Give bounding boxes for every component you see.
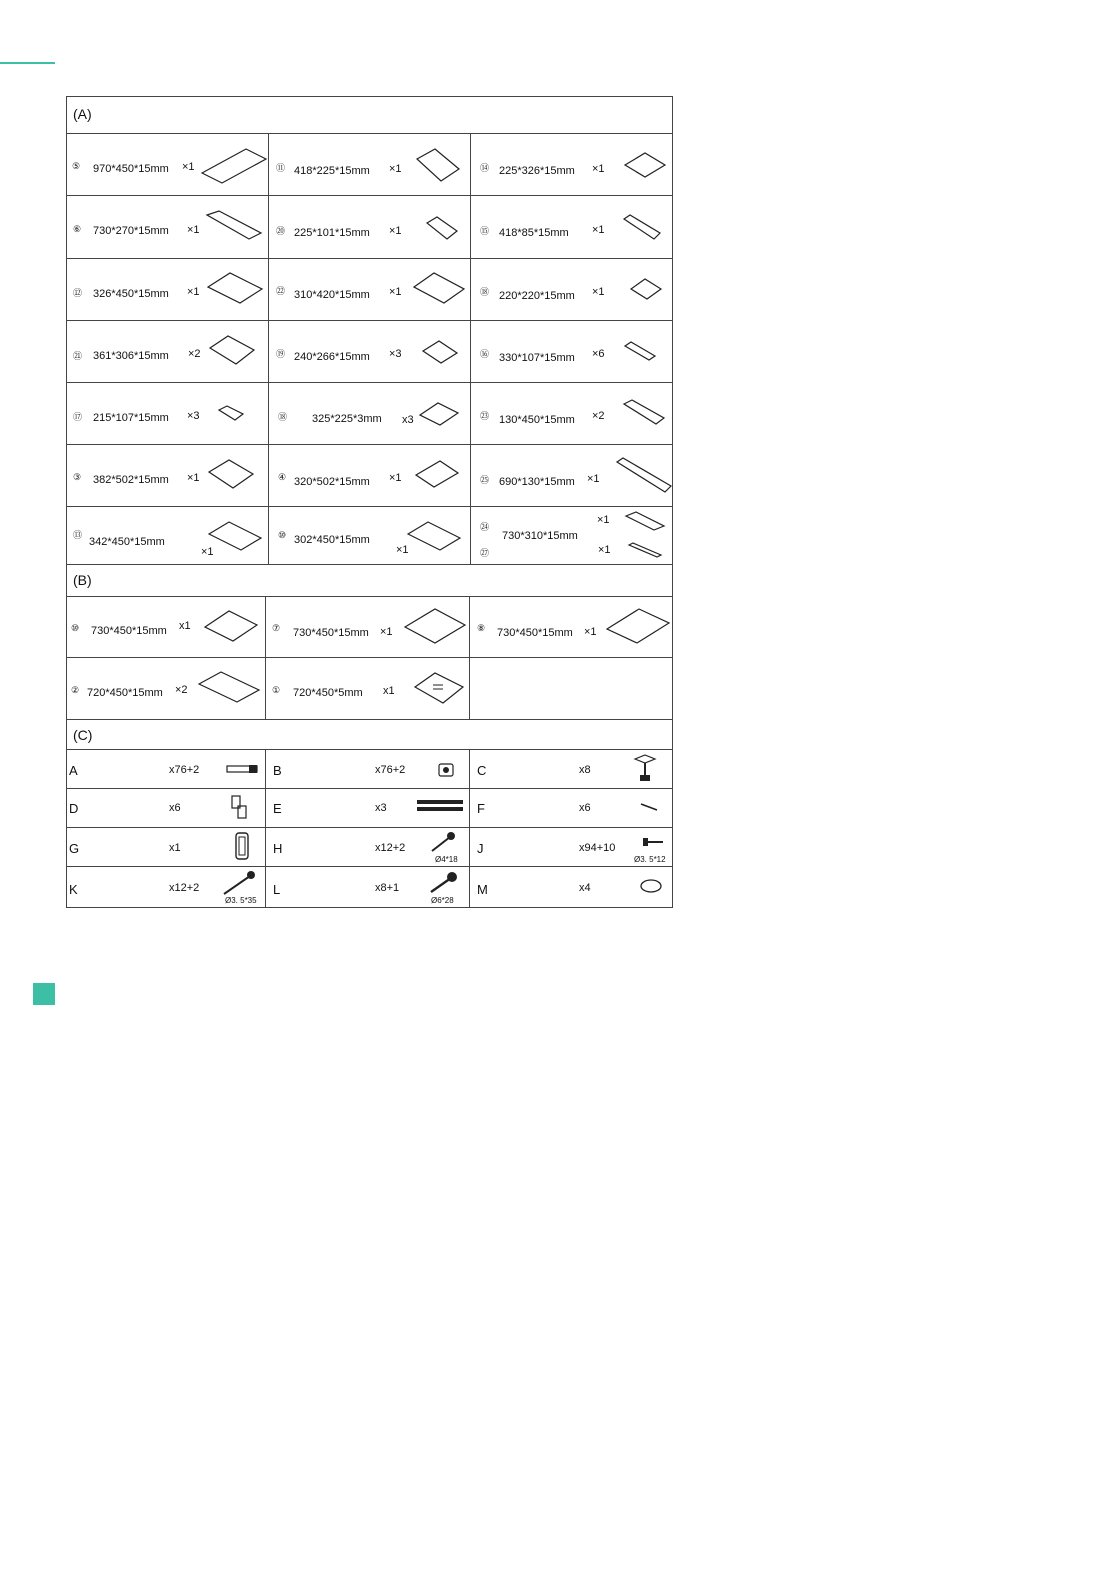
hardware-cell: A x76+2	[67, 749, 265, 788]
panel-cell: ⑲ 240*266*15mm ×3	[268, 320, 470, 382]
panel-cell: ⑭ 225*326*15mm ×1	[470, 133, 674, 195]
section-c-label: (C)	[73, 727, 93, 743]
bolt-icon	[429, 870, 459, 894]
panel-cell: ⑩ 302*450*15mm ×1	[268, 506, 470, 564]
panel-cell: ⑥ 730*270*15mm ×1	[67, 195, 268, 258]
panel-drawing-icon	[217, 404, 247, 424]
panel-drawing-icon	[622, 398, 668, 428]
panel-drawing-icon	[206, 271, 266, 307]
panel-cell: ⑰ 215*107*15mm ×3	[67, 382, 268, 444]
panel-drawing-icon	[421, 339, 461, 367]
panel-drawing-icon	[414, 459, 462, 491]
panel-drawing-icon	[415, 147, 463, 185]
panel-drawing-icon	[413, 671, 467, 707]
panel-cell: ⑮ 418*85*15mm ×1	[470, 195, 674, 258]
hardware-cell: G x1	[67, 827, 265, 866]
hardware-cell: L x8+1 Ø6*28	[265, 866, 469, 907]
small-screw-icon	[641, 837, 665, 847]
panel-drawing-icon	[627, 541, 665, 561]
hardware-cell: M x4	[469, 866, 674, 907]
panel-cell: ⑫ 326*450*15mm ×1	[67, 258, 268, 320]
panel-cell: ⑯ 330*107*15mm ×6	[470, 320, 674, 382]
parts-list-sheet	[66, 96, 673, 908]
panel-drawing-icon	[622, 213, 664, 243]
cam-lock-icon	[438, 763, 454, 777]
panel-cell: ⑳ 225*101*15mm ×1	[268, 195, 470, 258]
hardware-cell: D x6	[67, 788, 265, 827]
panel-drawing-icon	[403, 607, 469, 647]
panel-drawing-icon	[425, 215, 461, 243]
hardware-cell: H x12+2 Ø4*18	[265, 827, 469, 866]
panel-cell: ⑱ 220*220*15mm ×1	[470, 258, 674, 320]
panel-drawing-icon	[208, 334, 258, 368]
panel-cell: ㉑ 361*306*15mm ×2	[67, 320, 268, 382]
drawer-slide-icon	[415, 798, 465, 814]
long-screw-icon	[222, 870, 256, 896]
panel-cell: ㉓ 130*450*15mm ×2	[470, 382, 674, 444]
panel-cell: ② 720*450*15mm ×2	[67, 657, 265, 719]
hardware-cell: C x8	[469, 749, 674, 788]
header-accent-rule	[0, 62, 55, 64]
panel-cell: ⑱ 325*225*3mm x3	[268, 382, 470, 444]
panel-cell: ⑧ 730*450*15mm ×1	[469, 596, 674, 657]
section-marker	[33, 983, 55, 1005]
panel-cell: ㉔ ㉗ 730*310*15mm ×1 ×1	[470, 506, 674, 564]
felt-pad-icon	[639, 878, 663, 894]
screw-icon	[430, 831, 456, 853]
hardware-cell: B x76+2	[265, 749, 469, 788]
panel-drawing-icon	[605, 607, 673, 647]
adjustable-foot-icon	[633, 753, 659, 785]
panel-cell: ⑪ 418*225*15mm ×1	[268, 133, 470, 195]
panel-cell: ⑩ 730*450*15mm x1	[67, 596, 265, 657]
panel-cell: ④ 320*502*15mm ×1	[268, 444, 470, 506]
panel-cell: ⑦ 730*450*15mm ×1	[265, 596, 469, 657]
panel-cell: ① 720*450*5mm x1	[265, 657, 469, 719]
panel-cell: ㉒ 310*420*15mm ×1	[268, 258, 470, 320]
panel-drawing-icon	[200, 147, 268, 185]
bracket-icon	[234, 831, 250, 861]
cam-bolt-icon	[225, 763, 261, 775]
panel-drawing-icon	[203, 609, 261, 645]
panel-drawing-icon	[197, 670, 263, 706]
section-a-label: (A)	[73, 106, 92, 122]
hardware-cell: K x12+2 Ø3. 5*35	[67, 866, 265, 907]
hardware-cell: F x6	[469, 788, 674, 827]
hinge-icon	[230, 794, 250, 822]
panel-drawing-icon	[615, 456, 673, 496]
section-b-label: (B)	[73, 572, 92, 588]
panel-drawing-icon	[623, 151, 669, 181]
pin-icon	[639, 802, 659, 812]
panel-cell: ⑤ 970*450*15mm ×1	[67, 133, 268, 195]
panel-drawing-icon	[418, 401, 462, 429]
panel-cell: ③ 382*502*15mm ×1	[67, 444, 268, 506]
panel-drawing-icon	[205, 209, 265, 243]
panel-drawing-icon	[623, 340, 659, 364]
panel-drawing-icon	[629, 277, 665, 303]
panel-cell: ⑬ 342*450*15mm ×1	[67, 506, 268, 564]
hardware-cell: J x94+10 Ø3. 5*12	[469, 827, 674, 866]
hardware-cell: E x3	[265, 788, 469, 827]
panel-drawing-icon	[406, 520, 464, 554]
panel-drawing-icon	[207, 458, 257, 492]
panel-drawing-icon	[207, 520, 265, 554]
panel-drawing-icon	[412, 271, 468, 307]
panel-cell: ㉕ 690*130*15mm ×1	[470, 444, 674, 506]
panel-drawing-icon	[624, 510, 668, 534]
